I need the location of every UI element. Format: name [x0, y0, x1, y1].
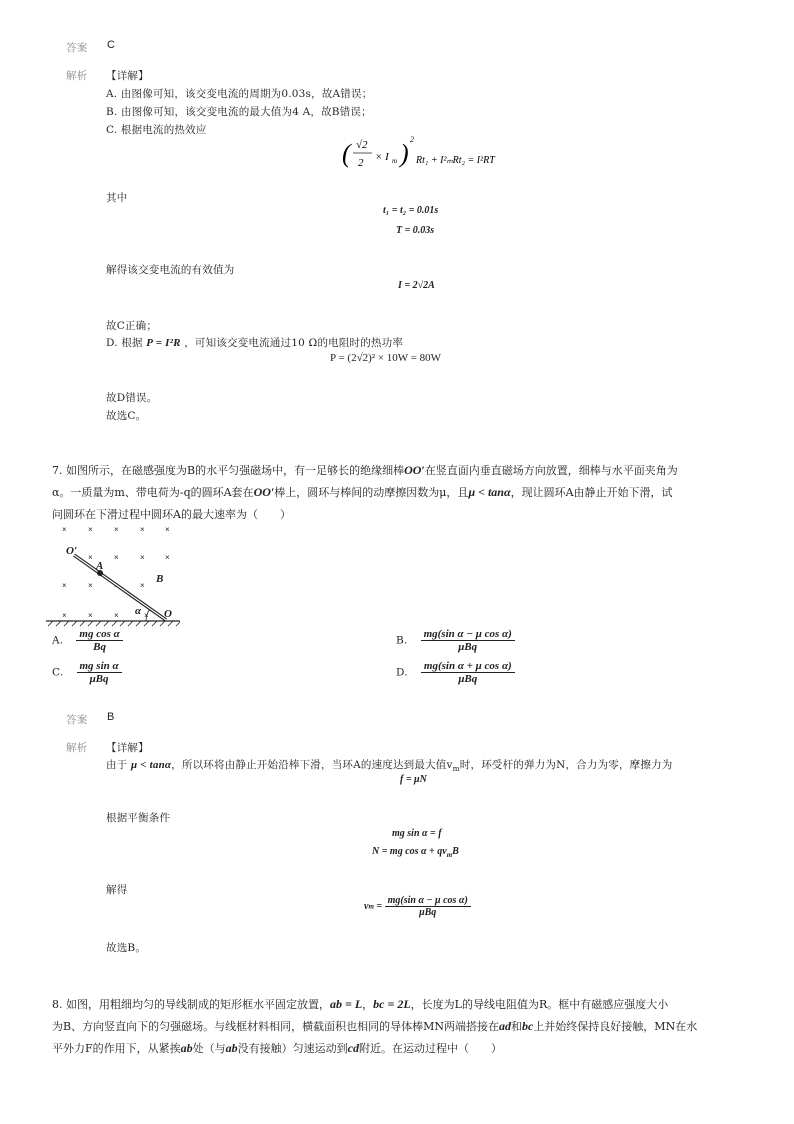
field-mark: ×: [62, 581, 67, 590]
numerator: mg cos α: [76, 628, 122, 641]
label-alpha: α: [135, 605, 142, 617]
heat-equation: [342, 134, 502, 182]
condition-formula: μ < tanα: [468, 485, 511, 499]
choose-b: 故选B。: [106, 942, 147, 954]
option-d-explanation: [106, 335, 403, 350]
analysis-label: 解析: [66, 742, 88, 754]
numerator: mg(sin α − μ cos α): [385, 895, 471, 907]
option-b[interactable]: [396, 628, 515, 653]
reason-part: ，所以环将由静止开始沿棒下滑，当环A的速度达到最大值v: [171, 759, 453, 771]
denominator: μBq: [458, 673, 478, 685]
label-b: B: [156, 573, 164, 585]
bc-side: bc: [521, 1019, 534, 1033]
equation-friction: f = μN: [400, 774, 427, 785]
field-mark: ×: [114, 553, 119, 562]
question-number: 7.: [52, 464, 63, 477]
option-label: A.: [52, 634, 64, 647]
balance-2-main: N = mg cos α + qv: [372, 846, 447, 857]
numerator: mg(sin α − μ cos α): [421, 628, 515, 641]
stem-part: 在竖直面内垂直磁场方向放置，细棒与水平面夹角为: [424, 464, 678, 477]
equation-balance-2: [372, 846, 459, 859]
solve-rms-label: 解得该交变电流的有效值为: [106, 264, 235, 276]
stem-part: 如图所示，在磁感强度为B的水平匀强磁场中，有一足够长的绝缘细棒: [66, 464, 405, 477]
ground-hatching: [48, 621, 180, 626]
option-d[interactable]: [396, 660, 515, 685]
d-wrong: 故D错误。: [106, 392, 158, 404]
svg-text:2: 2: [410, 135, 414, 144]
heat-equation-formula: [342, 134, 502, 178]
field-mark: ×: [88, 581, 93, 590]
option-label: C.: [52, 666, 64, 679]
stem-part: ，长度为L的导线电阻值为R。框中有磁感应强度大小: [410, 998, 669, 1011]
answer-label: 答案: [66, 714, 88, 726]
field-mark: ×: [62, 611, 67, 620]
balance-label: 根据平衡条件: [106, 812, 171, 824]
option-label: D.: [396, 666, 408, 679]
question-7-line-2: [52, 484, 673, 500]
reason-part: 由于: [106, 759, 128, 771]
subscript: m: [446, 851, 453, 859]
equation-balance-1: mg sin α = f: [392, 828, 442, 839]
option-a[interactable]: [52, 628, 123, 653]
detail-tag: 【详解】: [106, 742, 149, 754]
cd-side: cd: [347, 1041, 359, 1055]
field-mark: ×: [88, 525, 93, 534]
equation-max-speed: vm = $\frac{\text{mg(sin α − μ cos α)}}{\text{μBq}}$: [364, 895, 471, 918]
question-7-line-1: [52, 462, 678, 478]
stem-part: 上并始终保持良好接触，MN在水: [533, 1020, 698, 1033]
option-d-suffix: ，可知该交变电流通过10 Ω的电阻时的热功率: [184, 337, 404, 349]
choose-c: 故选C。: [106, 410, 147, 422]
field-mark: ×: [114, 611, 119, 620]
stem-part: 没有接触）匀速运动到: [237, 1042, 348, 1055]
stem-part: α。一质量为m、带电荷为-q的圆环A套在: [52, 486, 254, 499]
field-mark: ×: [165, 553, 170, 562]
vm-symbol: v: [364, 901, 369, 912]
field-mark: ×: [165, 525, 170, 534]
reason-part: 时，环受杆的弹力为N，合力为零，摩擦力为: [459, 759, 673, 771]
c-correct: 故C正确；: [106, 320, 158, 332]
label-o-prime: O′: [66, 545, 78, 557]
svg-text:): ): [400, 139, 409, 168]
field-mark: ×: [62, 525, 67, 534]
denominator: μBq: [458, 641, 478, 653]
option-b-fraction: [421, 628, 515, 653]
magnetic-field-marks: [62, 525, 170, 620]
max-speed-fraction: [385, 895, 471, 918]
field-mark: ×: [140, 553, 145, 562]
denominator: μBq: [89, 673, 109, 685]
subscript: m: [368, 902, 374, 911]
detail-tag: 【详解】: [106, 70, 149, 82]
equation-period: T = 0.03s: [396, 225, 435, 236]
field-mark: ×: [140, 581, 145, 590]
answer-value: C: [107, 39, 115, 51]
question-8-line-3: [52, 1040, 502, 1056]
svg-text:Rt₁ + I²ₘRt₂ = I²RT: Rt₁ + I²ₘRt₂ = I²RT: [416, 155, 495, 166]
svg-text:2: 2: [358, 157, 364, 169]
label-a: A: [96, 560, 104, 572]
question-7-line-3: 问圆环在下滑过程中圆环A的最大速率为（ ）: [52, 508, 291, 521]
ab-length: ab = L: [330, 997, 363, 1011]
svg-text:(: (: [342, 139, 351, 168]
label-o: O: [164, 608, 172, 620]
rod-label: OO′: [404, 463, 425, 477]
incline-field-figure: [46, 522, 186, 634]
ab-side: ab: [225, 1041, 238, 1055]
field-mark: ×: [88, 553, 93, 562]
ad-side: ad: [498, 1019, 511, 1033]
option-c-explanation: C. 根据电流的热效应: [106, 124, 207, 136]
answer-label: 答案: [66, 42, 88, 54]
denominator: μBq: [419, 907, 437, 918]
equation-power: P = (2√2)² × 10W = 80W: [330, 352, 442, 364]
numerator: mg(sin α + μ cos α): [421, 660, 515, 673]
option-d-fraction: [421, 660, 515, 685]
option-a-explanation: A. 由图像可知，该交变电流的周期为0.03s，故A错误；: [106, 88, 373, 100]
stem-part: 为B、方向竖直向下的匀强磁场。与线框材料相同，横截面积也相同的导体棒MN两端搭接在: [52, 1020, 499, 1033]
question-number: 8.: [52, 998, 63, 1011]
option-b-explanation: B. 由图像可知，该交变电流的最大值为4 A，故B错误；: [106, 106, 372, 118]
question-8-line-1: 8. 如图，用粗细均匀的导线制成的矩形框水平固定放置，ab = L，bc = 2L，长度为L的导线电阻值为R。框中有磁感应强度大小: [52, 997, 669, 1011]
rod-label: OO′: [253, 485, 275, 499]
reason-line: [106, 757, 672, 773]
option-label: B.: [396, 634, 408, 647]
question-8-line-2: [52, 1018, 697, 1034]
stem-part: ，现让圆环A由静止开始下滑，试: [510, 486, 673, 499]
field-mark: ×: [140, 525, 145, 534]
equation-t1-t2: t₁ = t₂ = 0.01s: [383, 205, 439, 216]
svg-text:√2: √2: [356, 139, 368, 151]
denominator: Bq: [93, 641, 106, 653]
condition-formula: μ < tanα: [130, 759, 172, 771]
option-a-fraction: [76, 628, 122, 653]
balance-2-tail: B: [452, 846, 459, 857]
field-mark: ×: [114, 525, 119, 534]
stem-part: 平外力F的作用下，从紧挨: [52, 1042, 181, 1055]
option-d-prefix: D. 根据: [106, 337, 143, 349]
power-formula: P = I²R: [146, 337, 181, 349]
field-mark: ×: [144, 611, 149, 620]
option-c[interactable]: [52, 660, 122, 685]
ab-side: ab: [180, 1041, 193, 1055]
stem-part: 和: [510, 1020, 522, 1033]
analysis-label: 解析: [66, 70, 88, 82]
bc-length: bc = 2L: [373, 997, 411, 1011]
figure-svg: [46, 522, 186, 630]
svg-text:× I: × I: [375, 151, 389, 163]
answer-value: B: [107, 711, 115, 723]
numerator: mg sin α: [77, 660, 122, 673]
stem-part: 附近。在运动过程中（ ）: [358, 1042, 502, 1055]
stem-part: 棒上，圆环与棒间的动摩擦因数为μ，且: [274, 486, 469, 499]
subscript: m: [452, 764, 460, 774]
equation-rms-current: I = 2√2A: [398, 280, 435, 291]
stem-part: 处（与: [192, 1042, 226, 1055]
option-c-fraction: [77, 660, 122, 685]
svg-text:m: m: [392, 157, 398, 165]
solve-label: 解得: [106, 884, 128, 896]
stem-part: 如图，用粗细均匀的导线制成的矩形框水平固定放置，: [66, 998, 330, 1011]
where-label: 其中: [106, 192, 128, 204]
field-mark: ×: [88, 611, 93, 620]
